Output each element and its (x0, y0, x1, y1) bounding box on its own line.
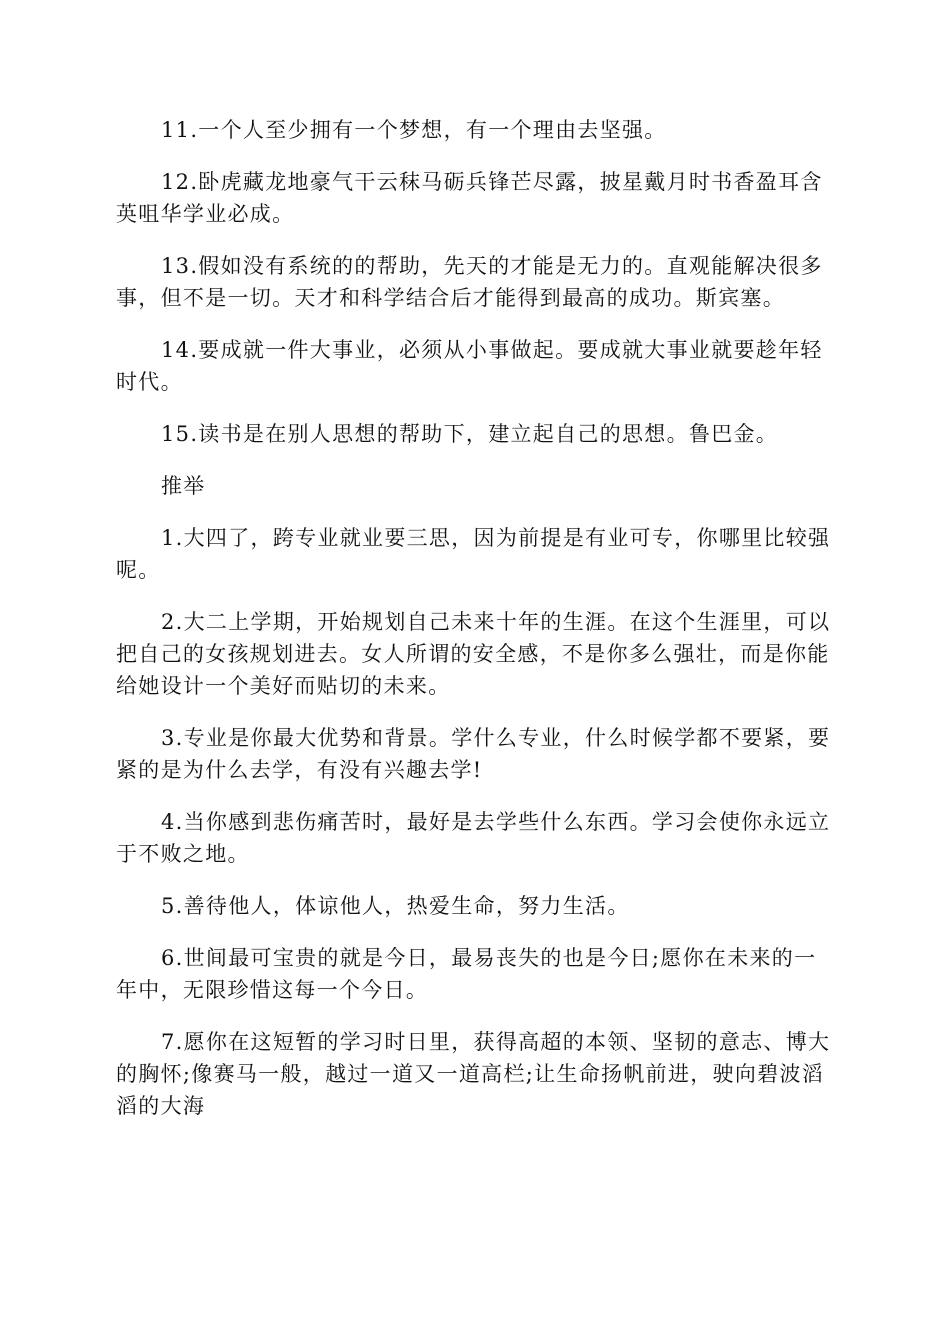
recommend-paragraph-7: 7.愿你在这短暂的学习时日里，获得高超的本领、坚韧的意志、博大的胸怀;像赛马一般，越过一道又一道高栏;让生命扬帆前进，驶向碧波滔滔的大海 (116, 1030, 831, 1118)
recommend-paragraph-4: 4.当你感到悲伤痛苦时，最好是去学些什么东西。学习会使你永远立于不败之地。 (116, 810, 831, 866)
recommend-paragraph-2: 2.大二上学期，开始规划自己未来十年的生涯。在这个生涯里，可以把自己的女孩规划进去。女人所谓的安全感，不是你多么强壮，而是你能给她设计一个美好而贴切的未来。 (116, 610, 831, 698)
recommend-paragraph-5: 5.善待他人，体谅他人，热爱生命，努力生活。 (161, 894, 630, 918)
quote-paragraph-13: 13.假如没有系统的的帮助，先天的才能是无力的。直观能解决很多事，但不是一切。天才和科学结合后才能得到最高的成功。斯宾塞。 (116, 254, 823, 310)
recommend-paragraph-3: 3.专业是你最大优势和背景。学什么专业，什么时候学都不要紧，要紧的是为什么去学，有没有兴趣去学! (116, 726, 831, 782)
quote-paragraph-12: 12.卧虎藏龙地豪气干云秣马砺兵锋芒尽露，披星戴月时书香盈耳含英咀华学业必成。 (116, 170, 823, 226)
section-heading: 推举 (161, 474, 206, 498)
recommend-paragraph-6: 6.世间最可宝贵的就是今日，最易丧失的也是今日;愿你在未来的一年中，无限珍惜这每一个今日。 (116, 946, 817, 1002)
quote-paragraph-11: 11.一个人至少拥有一个梦想，有一个理由去坚强。 (161, 118, 667, 142)
quote-paragraph-15: 15.读书是在别人思想的帮助下，建立起自己的思想。鲁巴金。 (161, 422, 779, 446)
document-body (116, 114, 834, 1142)
quote-paragraph-14: 14.要成就一件大事业，必须从小事做起。要成就大事业就要趁年轻时代。 (116, 338, 823, 394)
recommend-paragraph-1: 1.大四了，跨专业就业要三思，因为前提是有业可专，你哪里比较强呢。 (116, 526, 831, 582)
